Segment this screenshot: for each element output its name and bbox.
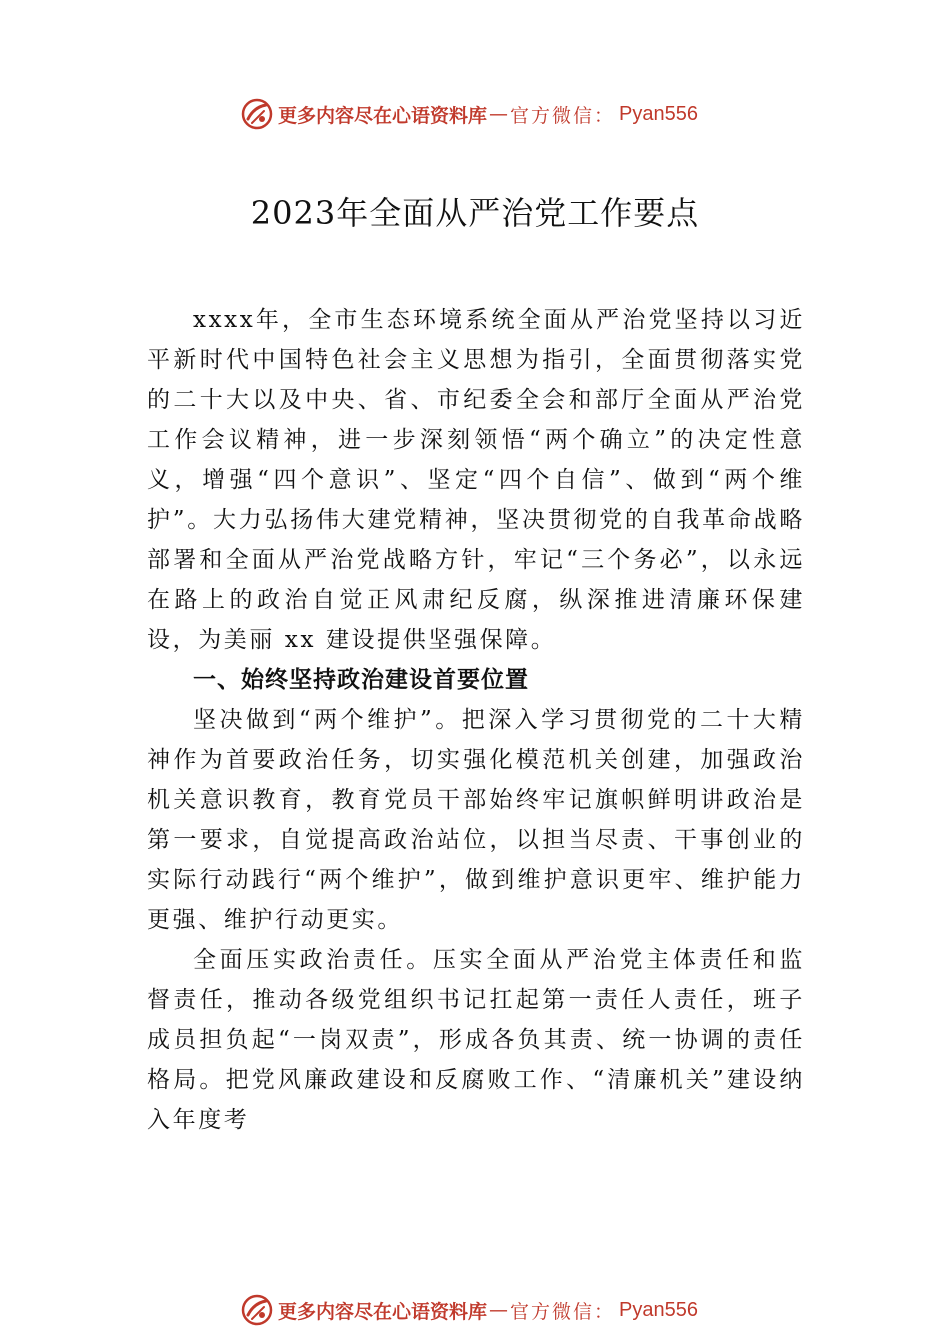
intro-paragraph: xxxx年，全市生态环境系统全面从严治党坚持以习近平新时代中国特色社会主义思想为指引，全面贯彻落实党的二十大以及中央、省、市纪委全会和部厅全面从严治党工作会议精神，进一步深刻领悟“两个确立”的决定性意义，增强“四个意识”、坚定“四个自信”、做到“两个维护”。大力弘扬伟大建党精神，坚决贯彻党的自我革命战略部署和全面从严治党战略方针，牢记“三个务必”，以永远在路上的政治自觉正风肃纪反腐，纵深推进清廉环保建设，为美丽 xx 建设提供坚强保障。 (147, 307, 805, 653)
watermark-label: 官方微信： (510, 104, 616, 127)
document-title: 2023年全面从严治党工作要点 (250, 194, 700, 232)
document-body (147, 300, 805, 1140)
brush-logo-icon (240, 1293, 274, 1327)
section-1-heading: 一、始终坚持政治建设首要位置 (193, 667, 529, 693)
watermark-main-text: 更多内容尽在心语资料库 (278, 104, 488, 127)
header-watermark (240, 96, 740, 132)
watermark-label: 官方微信： (510, 1300, 616, 1323)
watermark-dash: — (489, 1299, 509, 1321)
watermark-wechat-id: Pyan556 (619, 102, 698, 125)
watermark-main-text: 更多内容尽在心语资料库 (278, 1300, 488, 1323)
brush-logo-icon (240, 97, 274, 131)
watermark-wechat-id: Pyan556 (619, 1298, 698, 1321)
watermark-dash: — (489, 103, 509, 125)
section-1-paragraph-1: 坚决做到“两个维护”。把深入学习贯彻党的二十大精神作为首要政治任务，切实强化模范机关创建，加强政治机关意识教育，教育党员干部始终牢记旗帜鲜明讲政治是第一要求，自觉提高政治站位，以担当尽责、干事创业的实际行动践行“两个维护”，做到维护意识更牢、维护能力更强、维护行动更实。 (147, 707, 805, 933)
footer-watermark (240, 1292, 740, 1328)
section-1-paragraph-2: 全面压实政治责任。压实全面从严治党主体责任和监督责任，推动各级党组织书记扛起第一责任人责任，班子成员担负起“一岗双责”，形成各负其责、统一协调的责任格局。把党风廉政建设和反腐败工作、“清廉机关”建设纳入年度考 (147, 947, 805, 1133)
